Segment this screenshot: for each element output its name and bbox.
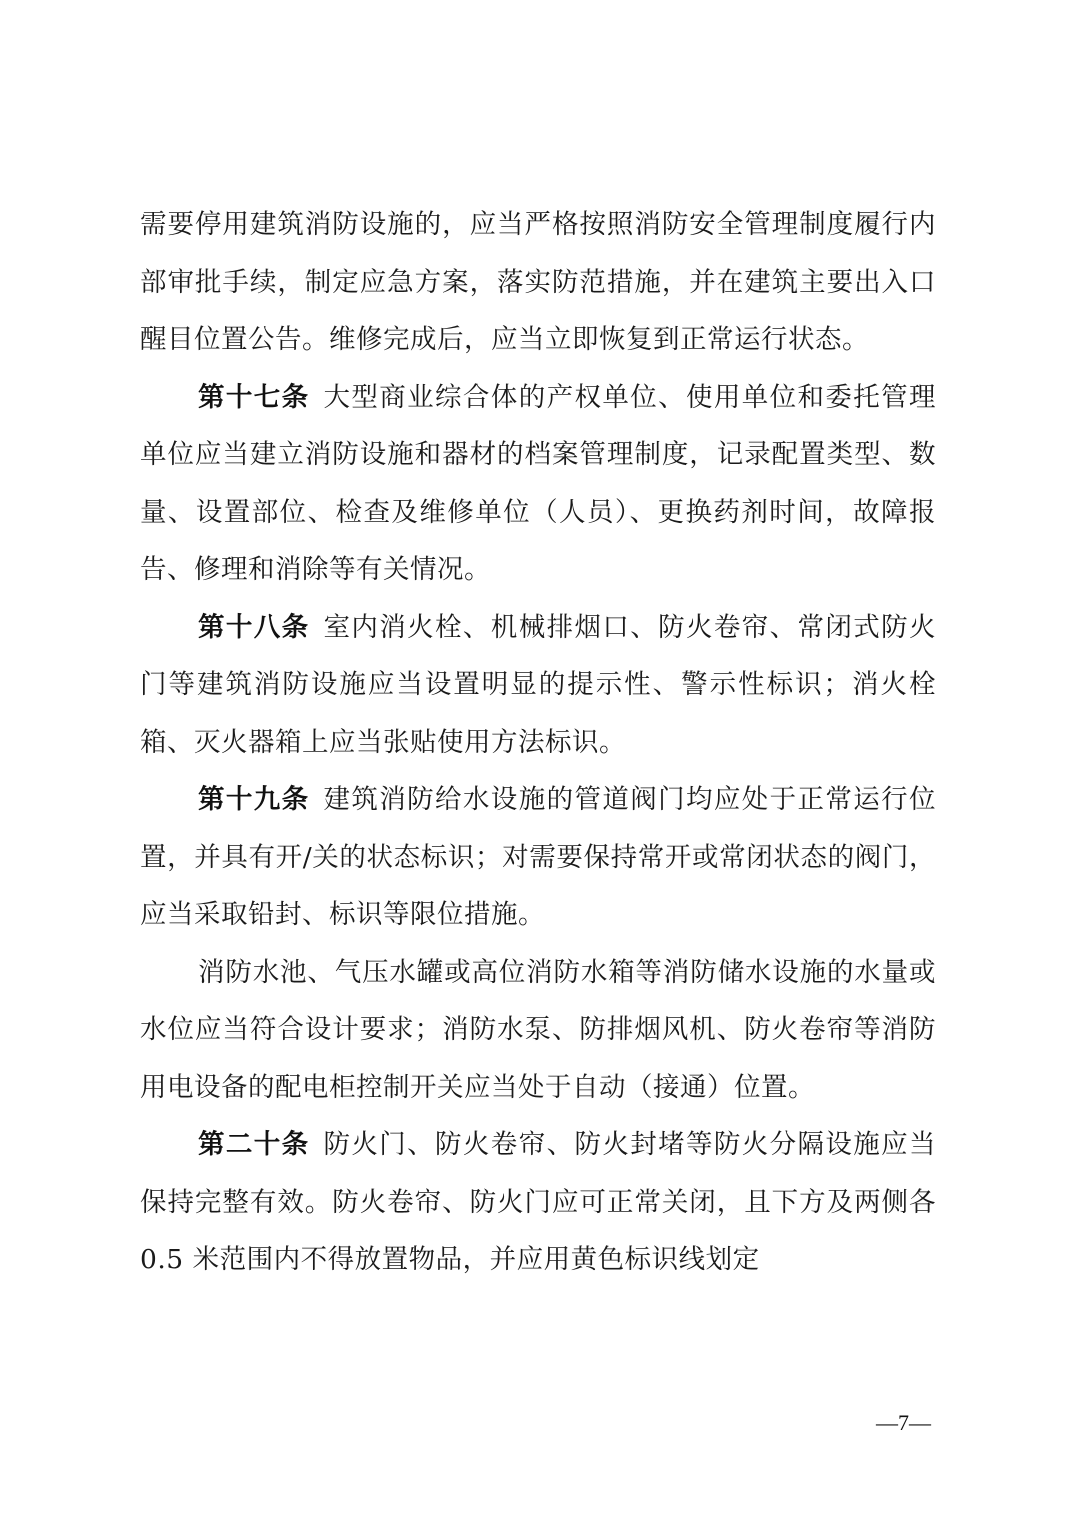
article-heading: 第二十条	[198, 1129, 310, 1160]
article-19	[140, 771, 936, 944]
article-text: 大型商业综合体的产权单位、使用单位和委托管理单位应当建立消防设施和器材的档案管理制度，记录配置类型、数量、设置部位、检查及维修单位（人员）、更换药剂时间，故障报告、修理和消除等有关情况。	[140, 381, 937, 585]
article-text: 室内消火栓、机械排烟口、防火卷帘、常闭式防火门等建筑消防设施应当设置明显的提示性、警示性标识；消火栓箱、灭火器箱上应当张贴使用方法标识。	[140, 611, 937, 758]
article-17	[140, 369, 936, 599]
article-text: 建筑消防给水设施的管道阀门均应处于正常运行位置，并具有开/关的状态标识；对需要保持常开或常闭状态的阀门，应当采取铅封、标识等限位措施。	[140, 784, 937, 930]
paragraph-text: 需要停用建筑消防设施的，应当严格按照消防安全管理制度履行内部审批手续，制定应急方案，落实防范措施，并在建筑主要出入口醒目位置公告。维修完成后，应当立即恢复到正常运行状态。	[140, 209, 936, 355]
article-heading: 第十八条	[198, 611, 310, 643]
article-text: 防火门、防火卷帘、防火封堵等防火分隔设施应当保持完整有效。防火卷帘、防火门应可正常关闭，且下方及两侧各 0.5 米范围内不得放置物品，并应用黄色标识线划定	[140, 1129, 937, 1275]
document-page	[140, 196, 936, 1289]
page-number: —7—	[876, 1410, 931, 1435]
paragraph-continuation	[140, 196, 936, 369]
article-18	[140, 599, 936, 772]
article-heading: 第十九条	[198, 784, 310, 815]
article-19-paragraph-2	[140, 944, 936, 1117]
paragraph-text: 消防水池、气压水罐或高位消防水箱等消防储水设施的水量或水位应当符合设计要求；消防水泵、防排烟风机、防火卷帘等消防用电设备的配电柜控制开关应当处于自动（接通）位置。	[140, 956, 936, 1103]
article-20	[140, 1116, 936, 1289]
article-heading: 第十七条	[198, 381, 310, 413]
